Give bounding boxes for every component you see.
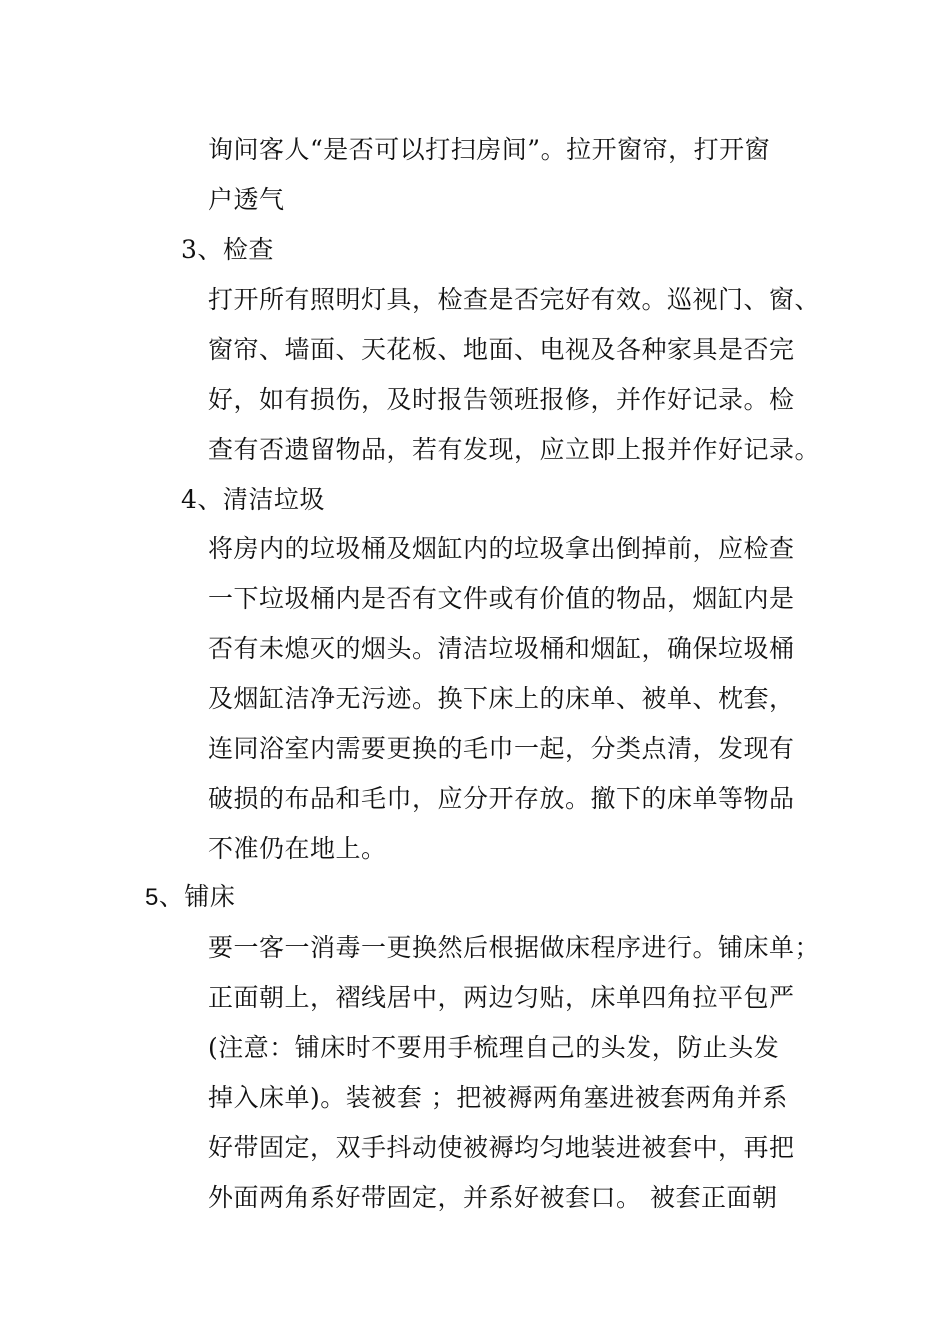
s4-line-6: 破损的布品和毛巾，应分开存放。撤下的床单等物品 <box>208 784 795 813</box>
s3-line-1: 打开所有照明灯具，检查是否完好有效。巡视门、窗、 <box>208 285 821 314</box>
s5-line-5: 好带固定，双手抖动使被褥均匀地装进被套中，再把 <box>208 1133 795 1162</box>
section-3-heading: 3、检查 <box>181 235 274 264</box>
s4-line-2: 一下垃圾桶内是否有文件或有价值的物品，烟缸内是 <box>208 584 795 613</box>
s5-line-4: 掉入床单)。装被套 ；把被褥两角塞进被套两角并系 <box>208 1083 788 1112</box>
s4-line-3: 否有未熄灭的烟头。清洁垃圾桶和烟缸，确保垃圾桶 <box>208 634 795 663</box>
s5-line-3: (注意：铺床时不要用手梳理自己的头发，防止头发 <box>208 1033 780 1062</box>
s4-line-7: 不准仍在地上。 <box>208 834 387 863</box>
s5-line-2: 正面朝上，褶线居中，两边匀贴，床单四角拉平包严 <box>208 983 795 1012</box>
s5-line-1: 要一客一消毒一更换然后根据做床程序进行。铺床单； <box>208 933 821 962</box>
s4-line-4: 及烟缸洁净无污迹。换下床上的床单、被单、枕套， <box>208 684 795 713</box>
s3-line-2: 窗帘、墙面、天花板、地面、电视及各种家具是否完 <box>208 335 795 364</box>
s3-line-3: 好，如有损伤，及时报告领班报修，并作好记录。检 <box>208 385 795 414</box>
section-5-title: 、铺床 <box>158 882 236 911</box>
s4-line-5: 连同浴室内需要更换的毛巾一起，分类点清，发现有 <box>208 734 795 763</box>
s4-line-1: 将房内的垃圾桶及烟缸内的垃圾拿出倒掉前，应检查 <box>208 534 795 563</box>
s3-line-4: 查有否遗留物品，若有发现，应立即上报并作好记录。 <box>208 435 821 464</box>
section-4-heading: 4、清洁垃圾 <box>181 485 325 514</box>
section-5-heading <box>145 881 235 914</box>
s2-line-1: 询问客人“是否可以打扫房间”。拉开窗帘，打开窗 <box>208 135 771 164</box>
s2-line-2: 户透气 <box>208 185 285 214</box>
s5-line-6: 外面两角系好带固定，并系好被套口。 被套正面朝 <box>208 1183 778 1212</box>
section-5-number: 5 <box>145 884 159 911</box>
